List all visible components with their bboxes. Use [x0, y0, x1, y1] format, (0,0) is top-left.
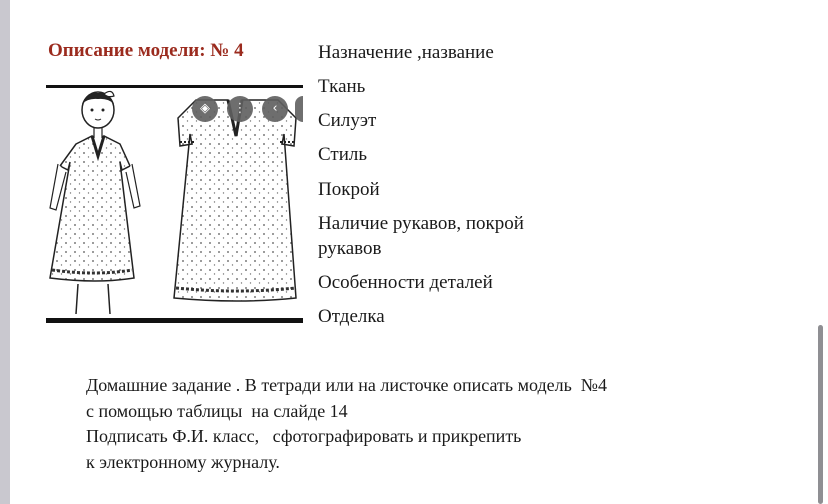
param-cut: Покрой [318, 179, 380, 200]
chevron-left-icon[interactable]: ‹ [262, 96, 288, 122]
scan-icon[interactable]: ◈ [192, 96, 218, 122]
homework-text [86, 373, 607, 475]
bottom-rule [46, 318, 303, 323]
param-style: Стиль [318, 144, 368, 165]
param-silhouette: Силуэт [318, 110, 377, 131]
girl-figure [50, 91, 140, 314]
param-details: Особенности деталей [318, 272, 493, 293]
dress-illustration [46, 88, 303, 318]
more-dots-icon[interactable]: ⋮ [227, 96, 253, 122]
homework-line: к электронному журналу. [86, 451, 280, 472]
homework-line: Подписать Ф.И. класс, сфотографировать и прикрепить [86, 426, 522, 446]
param-purpose: Назначение ,название [318, 42, 494, 63]
homework-line: с помощью таблицы на слайде 14 [86, 400, 348, 421]
homework-line: Домашние задание . В тетради или на листочке описать модель №4 [86, 375, 607, 395]
param-sleeves: Наличие рукавов, покрой [318, 213, 524, 234]
chevron-right-partial-icon[interactable] [295, 96, 303, 122]
param-fabric: Ткань [318, 76, 366, 97]
scrollbar[interactable] [818, 325, 823, 504]
dress-flat-sketch [174, 100, 296, 301]
param-finishing: Отделка [318, 306, 385, 327]
model-title: Описание модели: № 4 [48, 40, 244, 61]
window-edge [0, 0, 10, 504]
param-sleeves-cont: рукавов [318, 238, 382, 259]
